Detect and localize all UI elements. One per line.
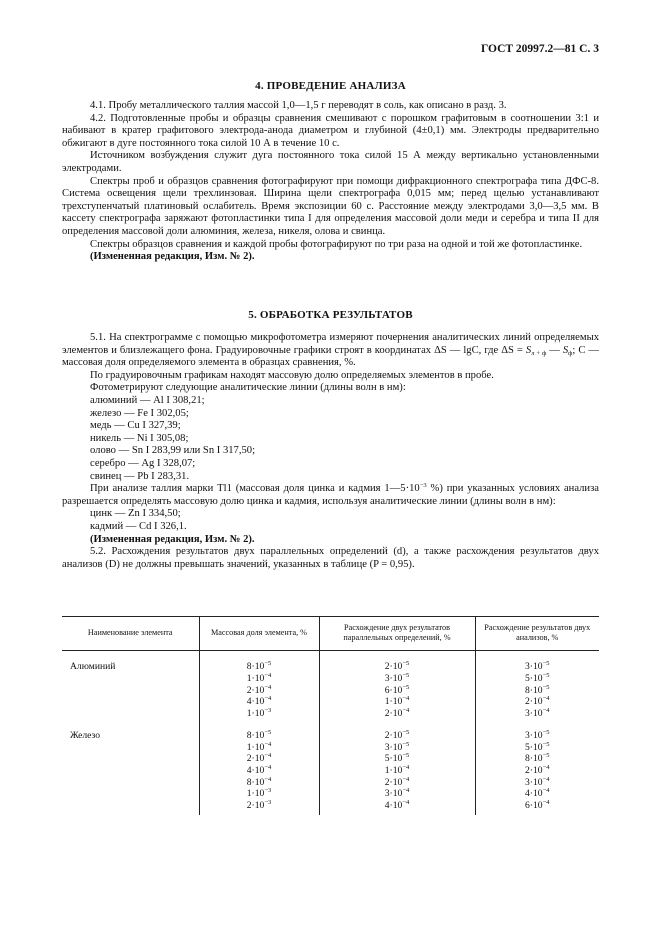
table-value: $2\cdot 10^{-3}$ [246,798,272,811]
table-value: $8\cdot 10^{-5}$ [524,752,550,765]
exponent: −3 [419,482,427,490]
paragraph-5-1-text-b: ; C — массовая доля определяемого элемента в образцах сравнения, %. [62,344,599,369]
table-value: $3\cdot 10^{-5}$ [524,728,550,741]
page-header: ГОСТ 20997.2—81 С. 3 [480,43,599,55]
list-item: никель — Ni I 305,08; [90,432,189,444]
paragraph-calibration: По градуировочным графикам находят массовую долю определяемых элементов в пробе. [90,369,494,381]
paragraph-5-1-text-a: 5.1. На спектрограмме с помощью микрофотометра измеряют почернения аналитических линий определяемых элементов и близлежащего фона. Градуировочные графики строят в координатах ΔS — lgC, где ΔS = [62,332,599,356]
analysis-discrepancy-cell [475,720,599,815]
table-body [62,651,599,815]
paragraph-excitation: Источником возбуждения служит дуга постоянного тока силой 15 А между вертикально установленными электродами. [62,150,599,174]
table-value: $2\cdot 10^{-4}$ [246,683,272,696]
list-item: свинец — Pb I 283,31. [90,470,190,482]
table-value: $5\cdot 10^{-5}$ [524,672,550,685]
table-value: $8\cdot 10^{-4}$ [246,775,272,788]
element-name-cell: Алюминий [70,661,116,673]
paragraph-photoplate: Спектры образцов сравнения и каждой пробы фотографируют по три раза на одной и той же фотопластинке. [90,238,583,250]
list-item: медь — Cu I 327,39; [90,420,181,432]
table-header-row [62,617,599,651]
table-value: $1\cdot 10^{-4}$ [246,672,272,685]
table-value: $5\cdot 10^{-5}$ [384,752,410,765]
table-row [62,651,599,720]
analytical-lines-list [62,395,599,483]
list-item: кадмий — Cd I 326,1. [90,520,187,532]
table-value: $4\cdot 10^{-4}$ [524,787,550,800]
table-value: $1\cdot 10^{-4}$ [384,763,410,776]
section-4-body [62,100,599,264]
list-item: цинк — Zn I 334,50; [90,508,181,520]
table-value: $1\cdot 10^{-4}$ [246,740,272,753]
table-value: $3\cdot 10^{-5}$ [384,740,410,753]
parallel-discrepancy-cell [319,651,475,720]
section-4-title: 4. ПРОВЕДЕНИЕ АНАЛИЗА [255,80,406,92]
symbol-s2-subscript: ф [568,349,573,357]
list-item: серебро — Ag I 328,07; [90,457,196,469]
table-value: $3\cdot 10^{-4}$ [524,775,550,788]
paragraph-zn-cd-text-a: При анализе таллия марки Tl1 (массовая доля цинка и кадмия 1—5·10 [90,483,420,495]
list-item: олово — Sn I 283,99 или Sn I 317,50; [90,445,256,457]
table-value: $5\cdot 10^{-5}$ [524,740,550,753]
table-value: $3\cdot 10^{-4}$ [384,787,410,800]
paragraph-5-2: 5.2. Расхождения результатов двух параллельных определений (d), а также расхождения результатов двух анализов (D) не должны превышать значений, указанных в таблице (P = 0,95). [62,546,599,570]
symbol-s-subscript: л + ф [531,349,547,357]
header-element: Наименование элемента [62,617,199,651]
table-value: $2\cdot 10^{-5}$ [384,728,410,741]
table-value: $6\cdot 10^{-4}$ [524,798,550,811]
analysis-discrepancy-cell [475,651,599,720]
table-value: $8\cdot 10^{-5}$ [524,683,550,696]
table-value: $4\cdot 10^{-4}$ [246,763,272,776]
table-value: $8\cdot 10^{-5}$ [246,728,272,741]
table-value: $3\cdot 10^{-4}$ [524,707,550,720]
table-value: $2\cdot 10^{-4}$ [384,707,410,720]
parallel-discrepancy-cell [319,720,475,815]
symbol-s2: S [562,344,569,356]
list-item: железо — Fe I 302,05; [90,407,189,419]
table-value: $6\cdot 10^{-5}$ [384,683,410,696]
paragraph-5-1 [62,332,599,370]
paragraph-4-2: 4.2. Подготовленные пробы и образцы сравнения смешивают с порошком графитовым в соотношении 3:1 и набивают в кратер графитового электрода-анода диаметром и глубиной (4±0,1) мм. Электроды предварительно обжигают в дуге постоянного тока силой 10 А в течение 10 с. [62,112,599,149]
section-5-title: 5. ОБРАБОТКА РЕЗУЛЬТАТОВ [248,309,413,321]
table-value: $1\cdot 10^{-3}$ [246,787,272,800]
section-5-body [62,332,599,571]
header-analysis-discrepancy: Расхождение результатов двух анализов, % [475,617,599,651]
paragraph-zinc-cadmium [62,483,599,508]
symbol-s: S [525,344,532,356]
symbol-dash: — [546,344,563,356]
table-value: $1\cdot 10^{-4}$ [384,695,410,708]
mass-fraction-cell [199,651,319,720]
amendment-note-1: (Измененная редакция, Изм. № 2). [90,251,255,263]
element-name-cell: Железо [70,729,101,741]
mass-fraction-cell [199,720,319,815]
table-value: $2\cdot 10^{-4}$ [246,752,272,765]
table-value: $2\cdot 10^{-4}$ [524,763,550,776]
amendment-note-2: (Измененная редакция, Изм. № 2). [90,533,255,545]
table-value: $3\cdot 10^{-5}$ [524,660,550,673]
paragraph-lines-intro: Фотометрируют следующие аналитические линии (длины волн в нм): [90,382,406,394]
table-value: $8\cdot 10^{-5}$ [246,660,272,673]
paragraph-4-1: 4.1. Пробу металлического таллия массой 1,0—1,5 г переводят в соль, как описано в разд. 3. [90,100,507,111]
table-value: $2\cdot 10^{-4}$ [384,775,410,788]
analytical-lines-list-2 [62,508,599,533]
table-value: $4\cdot 10^{-4}$ [246,695,272,708]
tolerance-table [62,616,599,815]
table-row [62,720,599,815]
table-value: $1\cdot 10^{-3}$ [246,707,272,720]
table-value: $4\cdot 10^{-4}$ [384,798,410,811]
table-value: $3\cdot 10^{-5}$ [384,672,410,685]
list-item: алюминий — Al I 308,21; [90,394,205,406]
header-mass-fraction: Массовая доля элемента, % [199,617,319,651]
header-parallel-discrepancy: Расхождение двух результатов параллельных определений, % [319,617,475,651]
table-value: $2\cdot 10^{-4}$ [524,695,550,708]
table-value: $2\cdot 10^{-5}$ [384,660,410,673]
paragraph-zn-cd-text-b: %) при указанных условиях анализа разрешается определять массовую долю цинка и кадмия, используя аналитические линии (длины волн в нм): [62,483,599,507]
paragraph-spectrograph: Спектры проб и образцов сравнения фотографируют при помощи дифракционного спектрографа типа ДФС-8. Система освещения щели трехлинзовая. Ширина щели спектрографа 0,015 мм; перед щелью устанавливают трехступенчатый платиновый ослабитель. Время экспозиции 60 с. Расстояние между электродами 3,0—3,5 мм. В кассету спектрографа заряжают фотопластинки типа I для определения массовой доли меди и серебра и типа II для определения массовой доли алюминия, железа, никеля, олова и свинца. [62,175,599,237]
